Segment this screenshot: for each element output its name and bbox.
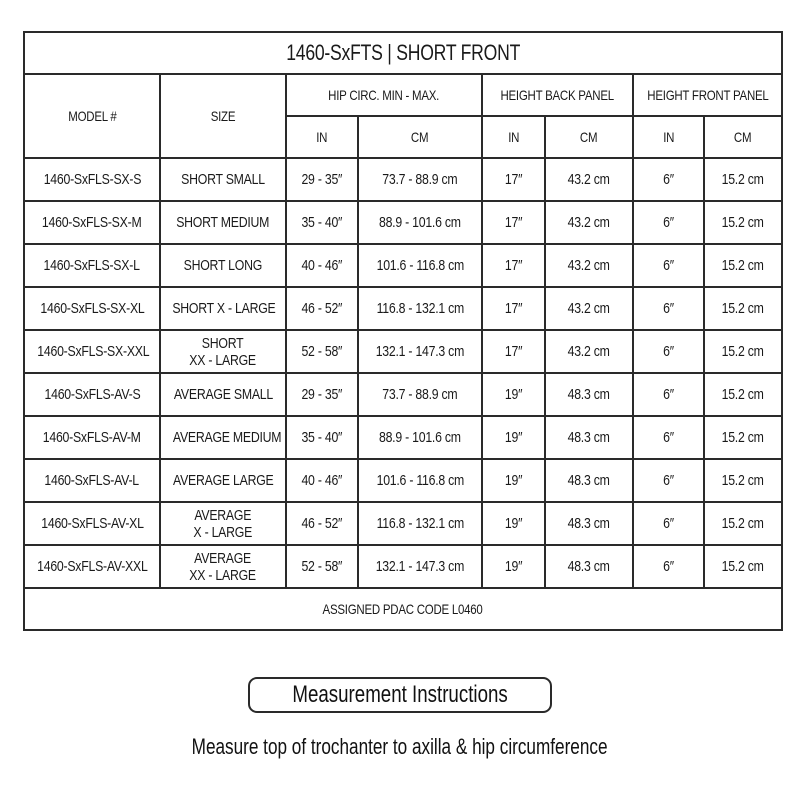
hip-cm-cell bbox=[358, 459, 482, 502]
table-title bbox=[24, 32, 782, 74]
model-number: 1460-SxFLS-AV-S bbox=[44, 386, 140, 403]
hip-cm-cell bbox=[358, 502, 482, 545]
front-cm-cell bbox=[704, 502, 782, 545]
model-number: 1460-SxFLS-AV-XL bbox=[40, 515, 144, 532]
back-cm-value: 43.2 cm bbox=[567, 257, 611, 274]
back-in-cell bbox=[482, 287, 545, 330]
size-label: AVERAGE XX - LARGE bbox=[189, 549, 257, 584]
header-back-cm bbox=[545, 116, 633, 158]
back-cm-cell bbox=[545, 459, 633, 502]
back-cm-cell bbox=[545, 158, 633, 201]
front-in-value: 6″ bbox=[663, 515, 674, 532]
header-height-back-text: HEIGHT BACK PANEL bbox=[500, 87, 615, 103]
front-cm-value: 15.2 cm bbox=[722, 214, 765, 231]
front-cm-value: 15.2 cm bbox=[722, 386, 765, 403]
front-in-cell bbox=[633, 545, 704, 588]
hip-in-cell bbox=[286, 158, 358, 201]
hip-in-value: 52 - 58″ bbox=[301, 558, 343, 575]
front-in-value: 6″ bbox=[663, 257, 674, 274]
back-cm-value: 48.3 cm bbox=[567, 472, 611, 489]
size-cell bbox=[160, 330, 286, 373]
model-cell bbox=[24, 545, 160, 588]
size-chart bbox=[23, 31, 781, 631]
back-cm-value: 43.2 cm bbox=[567, 343, 611, 360]
front-cm-value: 15.2 cm bbox=[722, 343, 765, 360]
size-cell bbox=[160, 373, 286, 416]
hip-cm-value: 73.7 - 88.9 cm bbox=[382, 386, 458, 403]
size-cell bbox=[160, 244, 286, 287]
front-in-value: 6″ bbox=[663, 558, 674, 575]
front-in-value: 6″ bbox=[663, 386, 674, 403]
model-number: 1460-SxFLS-SX-L bbox=[43, 257, 141, 274]
model-number: 1460-SxFLS-AV-L bbox=[44, 472, 140, 489]
back-cm-value: 43.2 cm bbox=[567, 300, 611, 317]
front-cm-cell bbox=[704, 287, 782, 330]
pdac-code-text: ASSIGNED PDAC CODE L0460 bbox=[323, 601, 484, 617]
hip-in-cell bbox=[286, 201, 358, 244]
size-table bbox=[23, 31, 783, 631]
back-in-value: 19″ bbox=[504, 558, 523, 575]
header-height-front bbox=[633, 74, 782, 116]
header-hip-circ bbox=[286, 74, 482, 116]
back-in-value: 17″ bbox=[504, 300, 523, 317]
back-in-cell bbox=[482, 545, 545, 588]
size-label: SHORT MEDIUM bbox=[176, 214, 270, 231]
front-in-value: 6″ bbox=[663, 300, 674, 317]
back-in-value: 19″ bbox=[504, 472, 523, 489]
model-number: 1460-SxFLS-AV-M bbox=[43, 429, 141, 446]
back-cm-cell bbox=[545, 287, 633, 330]
header-height-front-text: HEIGHT FRONT PANEL bbox=[647, 87, 769, 103]
header-hip-cm bbox=[358, 116, 482, 158]
back-in-value: 17″ bbox=[504, 171, 523, 188]
model-cell bbox=[24, 373, 160, 416]
back-cm-cell bbox=[545, 502, 633, 545]
front-cm-cell bbox=[704, 244, 782, 287]
front-cm-cell bbox=[704, 545, 782, 588]
header-size-text: SIZE bbox=[210, 108, 236, 124]
pdac-code bbox=[24, 588, 782, 630]
hip-cm-value: 88.9 - 101.6 cm bbox=[379, 214, 461, 231]
back-cm-value: 48.3 cm bbox=[567, 515, 611, 532]
back-in-cell bbox=[482, 158, 545, 201]
hip-in-cell bbox=[286, 416, 358, 459]
size-cell bbox=[160, 287, 286, 330]
hip-in-value: 46 - 52″ bbox=[301, 515, 343, 532]
unit-label: IN bbox=[508, 129, 519, 145]
header-model-text: MODEL # bbox=[67, 108, 117, 124]
table-row bbox=[24, 545, 782, 588]
instructions-heading bbox=[248, 677, 552, 713]
hip-cm-cell bbox=[358, 373, 482, 416]
size-label: AVERAGE X - LARGE bbox=[193, 506, 253, 541]
hip-in-cell bbox=[286, 287, 358, 330]
hip-cm-cell bbox=[358, 545, 482, 588]
back-in-cell bbox=[482, 502, 545, 545]
instructions-heading-text: Measurement Instructions bbox=[292, 681, 508, 708]
front-in-value: 6″ bbox=[663, 472, 674, 489]
hip-in-value: 35 - 40″ bbox=[301, 429, 343, 446]
model-cell bbox=[24, 158, 160, 201]
header-model bbox=[24, 74, 160, 158]
front-in-value: 6″ bbox=[663, 343, 674, 360]
hip-in-cell bbox=[286, 545, 358, 588]
header-hip-in bbox=[286, 116, 358, 158]
back-in-value: 19″ bbox=[504, 429, 523, 446]
size-cell bbox=[160, 201, 286, 244]
back-in-cell bbox=[482, 459, 545, 502]
header-front-cm bbox=[704, 116, 782, 158]
hip-cm-cell bbox=[358, 287, 482, 330]
back-in-cell bbox=[482, 330, 545, 373]
back-cm-value: 43.2 cm bbox=[567, 214, 611, 231]
size-label: AVERAGE SMALL bbox=[173, 386, 273, 403]
back-cm-value: 48.3 cm bbox=[567, 386, 611, 403]
hip-cm-value: 132.1 - 147.3 cm bbox=[375, 558, 465, 575]
size-cell bbox=[160, 158, 286, 201]
instructions-text-content: Measure top of trochanter to axilla & hip circumference bbox=[192, 734, 608, 759]
hip-in-value: 29 - 35″ bbox=[301, 171, 343, 188]
hip-cm-cell bbox=[358, 244, 482, 287]
table-row bbox=[24, 158, 782, 201]
size-cell bbox=[160, 502, 286, 545]
hip-cm-value: 116.8 - 132.1 cm bbox=[376, 300, 464, 317]
hip-cm-cell bbox=[358, 201, 482, 244]
size-cell bbox=[160, 416, 286, 459]
unit-label: CM bbox=[734, 129, 752, 145]
hip-cm-value: 116.8 - 132.1 cm bbox=[376, 515, 464, 532]
back-in-cell bbox=[482, 244, 545, 287]
front-in-value: 6″ bbox=[663, 214, 674, 231]
back-in-value: 19″ bbox=[504, 515, 523, 532]
size-cell bbox=[160, 545, 286, 588]
model-number: 1460-SxFLS-SX-S bbox=[43, 171, 141, 188]
hip-cm-cell bbox=[358, 330, 482, 373]
front-cm-cell bbox=[704, 373, 782, 416]
back-cm-value: 43.2 cm bbox=[567, 171, 611, 188]
hip-cm-value: 73.7 - 88.9 cm bbox=[382, 171, 458, 188]
front-cm-cell bbox=[704, 330, 782, 373]
size-label: AVERAGE MEDIUM bbox=[172, 429, 282, 446]
hip-cm-value: 101.6 - 116.8 cm bbox=[376, 257, 464, 274]
back-in-cell bbox=[482, 201, 545, 244]
front-in-value: 6″ bbox=[663, 171, 674, 188]
back-in-cell bbox=[482, 416, 545, 459]
front-in-cell bbox=[633, 158, 704, 201]
size-label: AVERAGE LARGE bbox=[172, 472, 274, 489]
size-label: SHORT XX - LARGE bbox=[189, 334, 257, 369]
back-cm-cell bbox=[545, 545, 633, 588]
instructions-heading-wrap bbox=[0, 677, 800, 713]
header-back-in bbox=[482, 116, 545, 158]
table-row bbox=[24, 459, 782, 502]
back-cm-value: 48.3 cm bbox=[567, 558, 611, 575]
hip-in-cell bbox=[286, 459, 358, 502]
header-size bbox=[160, 74, 286, 158]
hip-in-value: 40 - 46″ bbox=[301, 472, 343, 489]
back-in-cell bbox=[482, 373, 545, 416]
front-cm-cell bbox=[704, 201, 782, 244]
table-body bbox=[24, 158, 782, 588]
model-cell bbox=[24, 287, 160, 330]
hip-in-value: 35 - 40″ bbox=[301, 214, 343, 231]
hip-in-cell bbox=[286, 330, 358, 373]
hip-in-cell bbox=[286, 373, 358, 416]
front-cm-value: 15.2 cm bbox=[722, 472, 765, 489]
table-row bbox=[24, 244, 782, 287]
front-in-value: 6″ bbox=[663, 429, 674, 446]
size-label: SHORT X - LARGE bbox=[172, 300, 276, 317]
model-number: 1460-SxFLS-SX-XXL bbox=[37, 343, 150, 360]
model-cell bbox=[24, 330, 160, 373]
back-cm-value: 48.3 cm bbox=[567, 429, 611, 446]
front-in-cell bbox=[633, 459, 704, 502]
size-label: SHORT SMALL bbox=[181, 171, 265, 188]
table-row bbox=[24, 201, 782, 244]
front-cm-cell bbox=[704, 459, 782, 502]
front-cm-value: 15.2 cm bbox=[722, 558, 765, 575]
table-title-text: 1460-SxFTS | SHORT FRONT bbox=[286, 40, 520, 65]
model-cell bbox=[24, 201, 160, 244]
front-cm-cell bbox=[704, 158, 782, 201]
front-cm-value: 15.2 cm bbox=[722, 171, 765, 188]
model-cell bbox=[24, 502, 160, 545]
back-cm-cell bbox=[545, 416, 633, 459]
front-cm-value: 15.2 cm bbox=[722, 300, 765, 317]
hip-cm-value: 88.9 - 101.6 cm bbox=[379, 429, 461, 446]
model-cell bbox=[24, 244, 160, 287]
table-row bbox=[24, 373, 782, 416]
back-cm-cell bbox=[545, 201, 633, 244]
model-number: 1460-SxFLS-SX-M bbox=[42, 214, 142, 231]
back-cm-cell bbox=[545, 373, 633, 416]
model-number: 1460-SxFLS-SX-XL bbox=[39, 300, 145, 317]
front-in-cell bbox=[633, 416, 704, 459]
unit-label: CM bbox=[580, 129, 598, 145]
front-in-cell bbox=[633, 201, 704, 244]
unit-label: CM bbox=[411, 129, 429, 145]
front-in-cell bbox=[633, 330, 704, 373]
front-cm-value: 15.2 cm bbox=[722, 257, 765, 274]
back-cm-cell bbox=[545, 330, 633, 373]
back-in-value: 17″ bbox=[504, 343, 523, 360]
header-front-in bbox=[633, 116, 704, 158]
hip-cm-value: 101.6 - 116.8 cm bbox=[376, 472, 464, 489]
hip-cm-cell bbox=[358, 416, 482, 459]
header-height-back bbox=[482, 74, 633, 116]
model-cell bbox=[24, 459, 160, 502]
back-in-value: 17″ bbox=[504, 214, 523, 231]
hip-cm-value: 132.1 - 147.3 cm bbox=[375, 343, 465, 360]
hip-in-value: 46 - 52″ bbox=[301, 300, 343, 317]
size-label: SHORT LONG bbox=[183, 257, 263, 274]
model-cell bbox=[24, 416, 160, 459]
hip-in-value: 29 - 35″ bbox=[301, 386, 343, 403]
front-in-cell bbox=[633, 244, 704, 287]
hip-cm-cell bbox=[358, 158, 482, 201]
table-row bbox=[24, 287, 782, 330]
table-row bbox=[24, 416, 782, 459]
front-cm-cell bbox=[704, 416, 782, 459]
hip-in-value: 52 - 58″ bbox=[301, 343, 343, 360]
hip-in-cell bbox=[286, 502, 358, 545]
front-in-cell bbox=[633, 287, 704, 330]
hip-in-value: 40 - 46″ bbox=[301, 257, 343, 274]
front-cm-value: 15.2 cm bbox=[722, 429, 765, 446]
size-cell bbox=[160, 459, 286, 502]
table-row bbox=[24, 330, 782, 373]
header-hip-circ-text: HIP CIRC. MIN - MAX. bbox=[328, 87, 440, 103]
front-in-cell bbox=[633, 502, 704, 545]
table-row bbox=[24, 502, 782, 545]
instructions-text bbox=[0, 734, 800, 760]
back-in-value: 17″ bbox=[504, 257, 523, 274]
back-cm-cell bbox=[545, 244, 633, 287]
back-in-value: 19″ bbox=[504, 386, 523, 403]
front-cm-value: 15.2 cm bbox=[722, 515, 765, 532]
model-number: 1460-SxFLS-AV-XXL bbox=[37, 558, 148, 575]
hip-in-cell bbox=[286, 244, 358, 287]
unit-label: IN bbox=[316, 129, 328, 145]
unit-label: IN bbox=[663, 129, 674, 145]
front-in-cell bbox=[633, 373, 704, 416]
